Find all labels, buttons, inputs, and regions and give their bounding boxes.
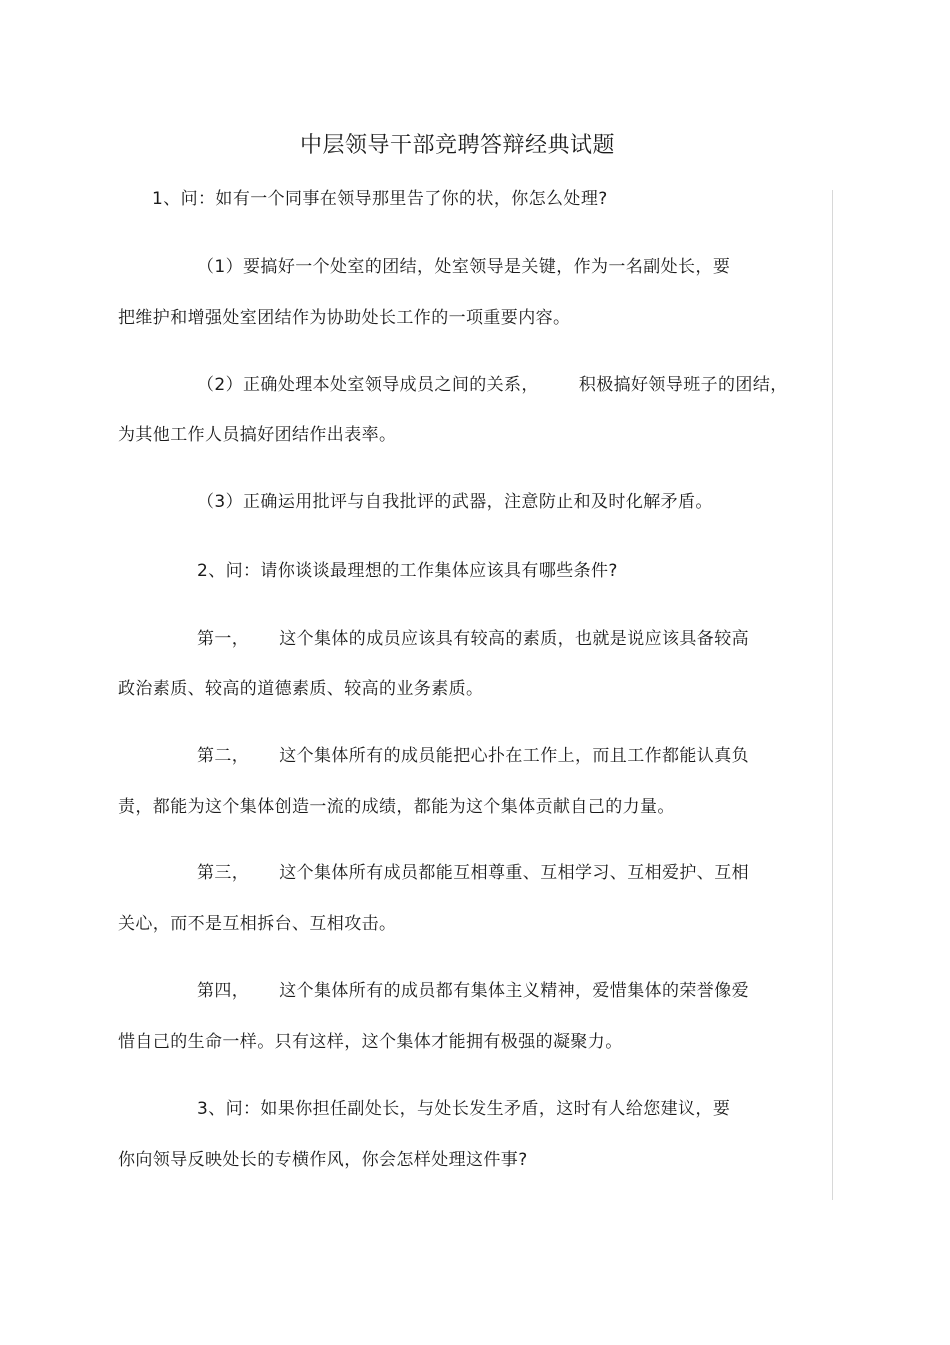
q2-point-4-label: 第四， — [197, 981, 250, 1001]
q2-point-1-line-1 — [197, 624, 749, 654]
page-title: 中层领导干部竞聘答辩经典试题 — [299, 133, 615, 158]
q2-point-3-line-2: 关心，而不是互相拆台、互相攻击。 — [118, 914, 397, 934]
question-1: 1、问：如有一个同事在领导那里告了你的状，你怎么处理? — [152, 189, 608, 209]
q2-point-4-text: 这个集体所有的成员都有集体主义精神，爱惜集体的荣誉像爱 — [279, 981, 750, 1001]
q2-point-4-line-2: 惜自己的生命一样。只有这样，这个集体才能拥有极强的凝聚力。 — [118, 1032, 623, 1052]
q1-answer-2-line-2: 为其他工作人员搞好团结作出表率。 — [118, 425, 397, 445]
q2-point-1-line-2: 政治素质、较高的道德素质、较高的业务素质。 — [118, 679, 484, 699]
q1-answer-2-part-a: （2）正确处理本处室领导成员之间的关系， — [197, 375, 539, 395]
q2-point-2-line-2: 责，都能为这个集体创造一流的成绩，都能为这个集体贡献自己的力量。 — [118, 797, 675, 817]
q2-point-4-line-1 — [197, 976, 749, 1006]
q2-point-3-text: 这个集体所有成员都能互相尊重、互相学习、互相爱护、互相 — [279, 863, 750, 883]
q2-point-2-label: 第二， — [197, 746, 250, 766]
q2-point-2-text: 这个集体所有的成员能把心扑在工作上，而且工作都能认真负 — [279, 746, 750, 766]
question-3-line-1: 3、问：如果你担任副处长，与处长发生矛盾，这时有人给您建议，要 — [197, 1099, 731, 1119]
q2-point-2-line-1 — [197, 741, 749, 771]
q1-answer-2-line-1 — [197, 370, 788, 400]
q2-point-3-line-1 — [197, 858, 749, 888]
q2-point-1-label: 第一， — [197, 629, 250, 649]
q1-answer-3-line-1: （3）正确运用批评与自我批评的武器，注意防止和及时化解矛盾。 — [197, 492, 713, 512]
question-2: 2、问：请你谈谈最理想的工作集体应该具有哪些条件? — [197, 561, 618, 581]
q1-answer-1-line-1: （1）要搞好一个处室的团结，处室领导是关键，作为一名副处长，要 — [197, 257, 731, 277]
question-3-line-2: 你向领导反映处长的专横作风，你会怎样处理这件事? — [118, 1150, 528, 1170]
q1-answer-1-line-2: 把维护和增强处室团结作为协助处长工作的一项重要内容。 — [118, 308, 571, 328]
q2-point-1-text: 这个集体的成员应该具有较高的素质，也就是说应该具备较高 — [279, 629, 750, 649]
q2-point-3-label: 第三， — [197, 863, 250, 883]
q1-answer-2-part-b: 积极搞好领导班子的团结， — [578, 375, 788, 395]
page-margin-rule — [832, 190, 833, 1200]
